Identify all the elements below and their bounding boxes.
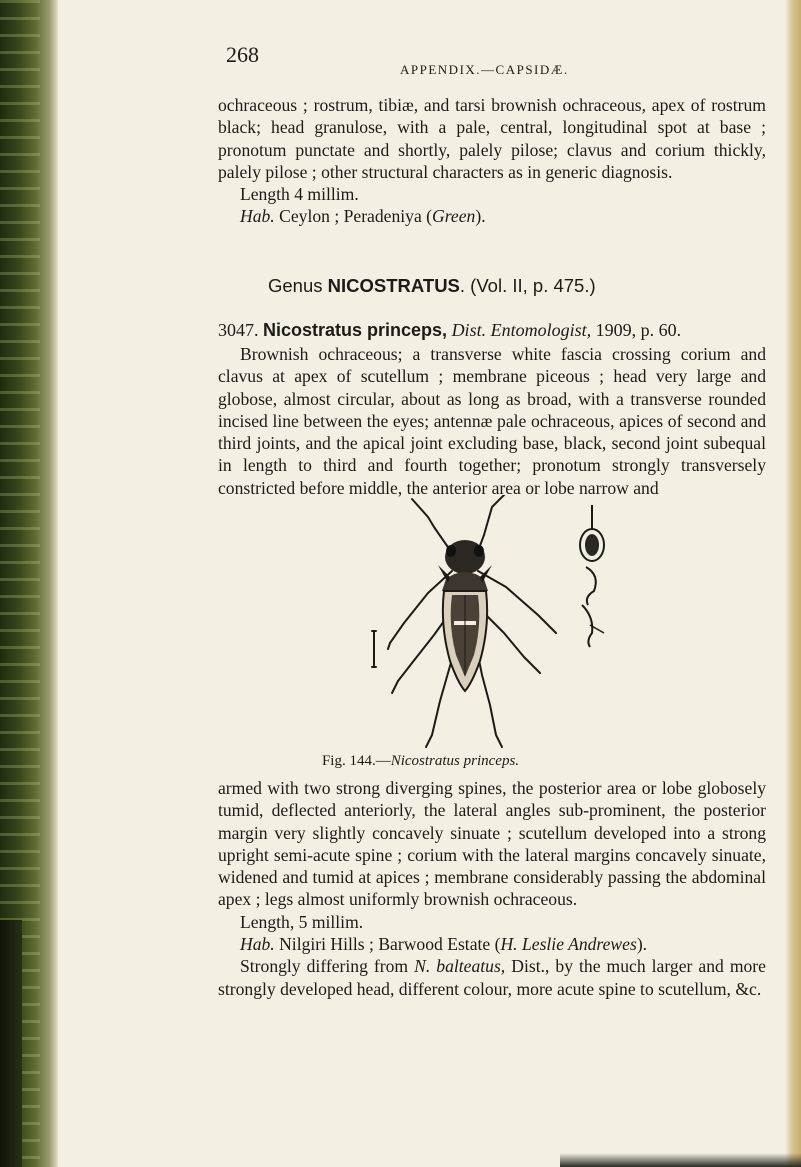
- species-number: 3047.: [218, 320, 263, 340]
- comparison-note: [218, 955, 766, 1000]
- species-name: Nicostratus princeps,: [263, 320, 448, 340]
- comparison-pre: Strongly differing from: [240, 956, 415, 977]
- top-length: Length 4 millim.: [240, 184, 359, 205]
- page-bottom-shadow: [560, 1153, 801, 1167]
- length-2: Length, 5 millim.: [240, 911, 364, 932]
- species-year: 1909, p. 60.: [591, 320, 682, 340]
- insect-illustration: [368, 495, 630, 753]
- page-right-edge: [785, 0, 801, 1167]
- hab-end: ).: [475, 206, 486, 227]
- hab2-end: ).: [636, 934, 648, 955]
- hab2-text: Nilgiri Hills ; Barwood Estate (: [274, 934, 501, 955]
- hab-text: Ceylon ; Peradeniya (: [274, 206, 433, 227]
- binding-shadow: [0, 920, 22, 1167]
- habitat-2: [218, 933, 766, 955]
- caption-prefix: Fig. 144.—: [321, 753, 391, 769]
- caption-species: Nicostratus princeps.: [390, 753, 520, 769]
- top-paragraph: [218, 94, 766, 228]
- description-2-text: armed with two strong diverging spines, the posterior area or lobe globosely tumid, deflected anteriorly, the lateral angles sub-prominent, the posterior margin very slightly concavely sinuate ; scutellum developed into a strong upright semi-acute spine ; corium with the lateral margins concavely sinuate, widened and tumid at apices ; membrane considerably passing the abdominal apex ; legs almost uniformly brownish ochraceous.: [218, 778, 766, 910]
- description-2: [218, 777, 766, 1000]
- hab2-label: Hab.: [240, 934, 275, 955]
- comparison-post: Dist., by the much larger and more strongly developed head, different colour, more acute spine to scutellum, &c.: [218, 956, 766, 999]
- hab2-collector: H. Leslie Andrewes: [500, 934, 637, 955]
- top-habitat: [218, 205, 766, 227]
- genus-heading: [268, 275, 596, 297]
- species-heading: [218, 320, 681, 341]
- hab-collector: Green: [432, 206, 476, 227]
- genus-ref: . (Vol. II, p. 475.): [459, 275, 596, 296]
- hab-label: Hab.: [240, 206, 275, 227]
- running-head: APPENDIX.—CAPSIDÆ.: [400, 62, 569, 77]
- description-1-text: Brownish ochraceous; a transverse white fascia crossing corium and clavus at apex of scutellum ; membrane piceous ; head very large and globose, almost circular, about as long as broad, with a transverse rounded incised line between the eyes; antennæ pale ochraceous, apices of second and third joints, and the apical joint excluding base, black, second joint subequal in length to third and fourth together; pronotum strongly transversely constricted before middle, the anterior area or lobe narrow and: [218, 344, 766, 498]
- description-1: [218, 343, 766, 499]
- top-paragraph-text: ochraceous ; rostrum, tibiæ, and tarsi brownish ochraceous, apex of rostrum black; head granulose, with a pale, central, longitudinal spot at base ; pronotum punctate and shortly, palely pilose; clavus and corium thickly, palely pilose ; other structural characters as in generic diagnosis.: [218, 95, 766, 182]
- genus-prefix: Genus: [268, 275, 328, 296]
- figure-144: [368, 495, 630, 753]
- species-citation: Dist. Entomologist,: [447, 320, 592, 340]
- page-number: 268: [226, 42, 259, 67]
- figure-caption: [0, 753, 801, 770]
- comparison-species: N. balteatus,: [414, 956, 506, 977]
- genus-name: NICOSTRATUS: [327, 275, 460, 296]
